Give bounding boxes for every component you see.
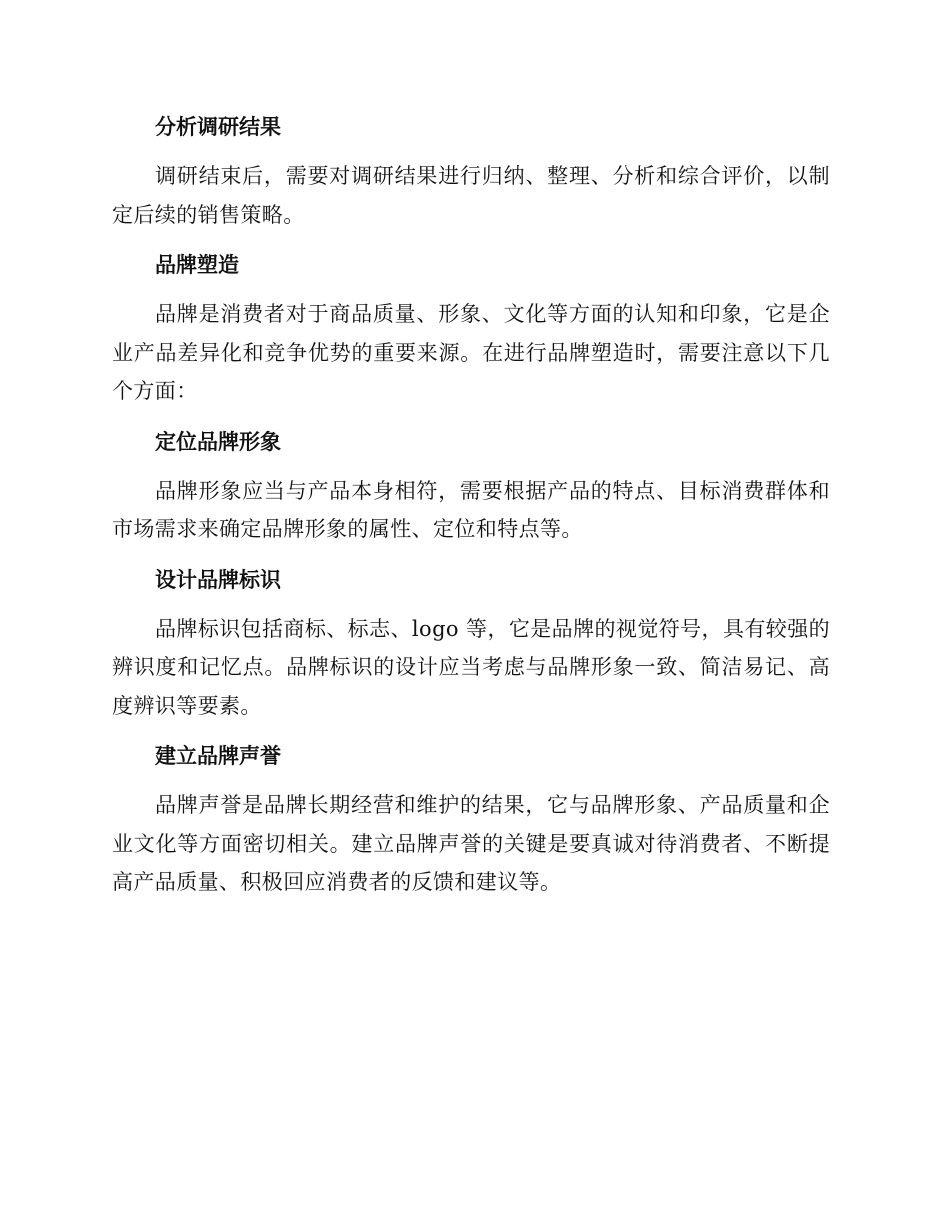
section-heading-survey-analysis: 分析调研结果: [155, 115, 281, 139]
section-heading-brand-reputation: 建立品牌声誉: [155, 744, 281, 768]
section-paragraph-brand-image: 品牌形象应当与产品本身相符，需要根据产品的特点、目标消费群体和市场需求来确定品牌形象的属性、定位和特点等。: [112, 478, 830, 541]
document-page: [112, 108, 830, 914]
section-paragraph-brand-reputation: 品牌声誉是品牌长期经营和维护的结果，它与品牌形象、产品质量和企业文化等方面密切相关。建立品牌声誉的关键是要真诚对待消费者、不断提高产品质量、积极回应消费者的反馈和建议等。: [112, 793, 830, 894]
section-paragraph-brand-building: 品牌是消费者对于商品质量、形象、文化等方面的认知和印象，它是企业产品差异化和竞争优势的重要来源。在进行品牌塑造时，需要注意以下几个方面：: [112, 302, 830, 403]
section-heading-brand-identity: 设计品牌标识: [155, 567, 281, 592]
section-paragraph-survey-analysis: 调研结束后，需要对调研结果进行归纳、整理、分析和综合评价，以制定后续的销售策略。: [112, 164, 830, 227]
section-paragraph-brand-identity: 品牌标识包括商标、标志、logo 等，它是品牌的视觉符号，具有较强的辨识度和记忆点。品牌标识的设计应当考虑与品牌形象一致、简洁易记、高度辨识等要素。: [112, 616, 830, 718]
section-heading-brand-image: 定位品牌形象: [155, 429, 281, 454]
section-heading-brand-building: 品牌塑造: [155, 253, 239, 277]
